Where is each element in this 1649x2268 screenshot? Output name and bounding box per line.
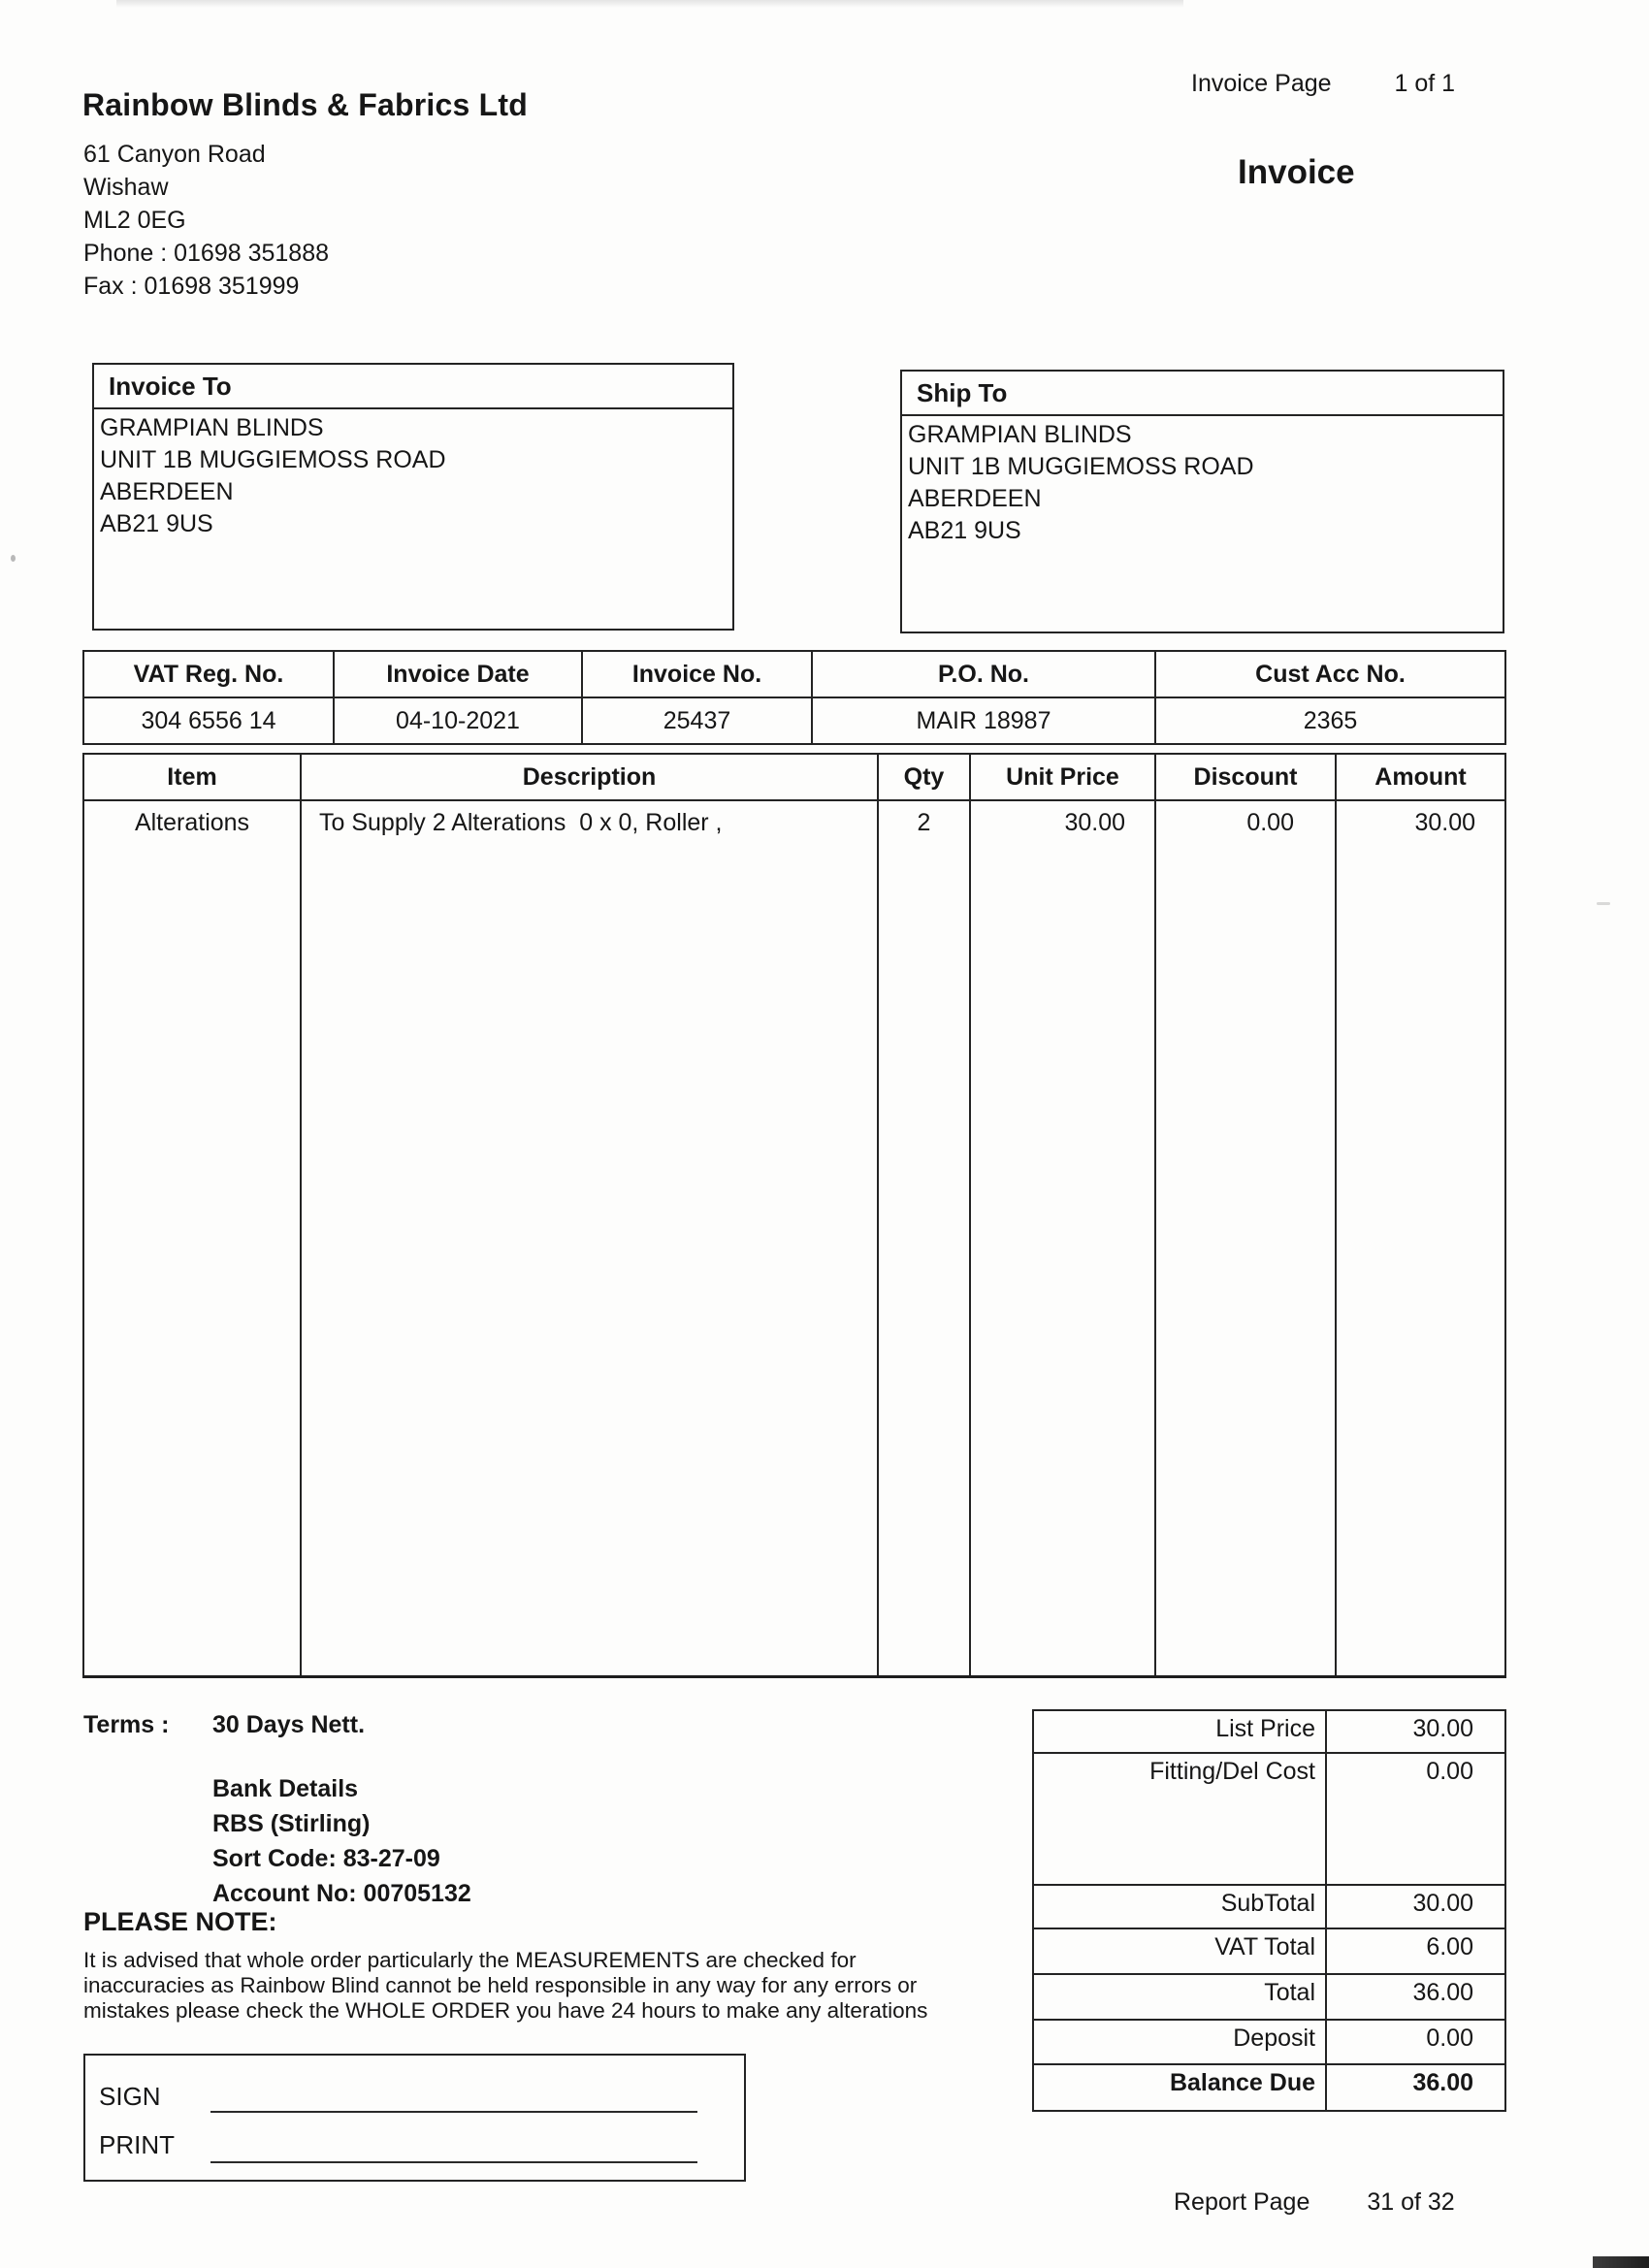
address-line: Wishaw	[83, 174, 169, 201]
ship-to-header: Ship To	[902, 372, 1503, 416]
invoice-to-box	[92, 363, 734, 631]
address-line: AB21 9US	[100, 510, 213, 537]
ship-to-box	[900, 370, 1504, 633]
print-line	[210, 2161, 697, 2163]
total-value-balance-due: 36.00	[1325, 2063, 1504, 2110]
scan-speck	[1597, 902, 1610, 905]
invoice-page-ref	[1191, 70, 1455, 98]
address-line: UNIT 1B MUGGIEMOSS ROAD	[908, 453, 1254, 480]
meta-value-cust-acc: 2365	[1303, 706, 1358, 734]
invoice-to-header: Invoice To	[94, 365, 732, 409]
address-line: 61 Canyon Road	[83, 141, 266, 168]
meta-header-date: Invoice Date	[335, 652, 583, 698]
terms-value: 30 Days Nett.	[212, 1711, 366, 1738]
note-line: mistakes please check the WHOLE ORDER you have 24 hours to make any alterations	[83, 1998, 928, 2023]
meta-value-date: 04-10-2021	[335, 698, 583, 743]
item-cell-qty: 2	[879, 801, 971, 1675]
total-value-deposit: 0.00	[1325, 2019, 1504, 2063]
note-title: PLEASE NOTE:	[83, 1907, 277, 1936]
total-label-total: Total	[1034, 1973, 1325, 2019]
address-line: ML2 0EG	[83, 207, 186, 234]
document-title: Invoice	[1238, 153, 1355, 191]
total-label-list-price: List Price	[1215, 1715, 1315, 1742]
company-name: Rainbow Blinds & Fabrics Ltd	[82, 87, 528, 122]
meta-header-po: P.O. No.	[813, 652, 1156, 698]
invoice-to-address	[94, 409, 732, 540]
meta-value-invoice-no: 25437	[583, 698, 813, 743]
note-body	[83, 1948, 927, 2024]
total-label-deposit: Deposit	[1034, 2019, 1325, 2063]
company-fax: Fax : 01698 351999	[83, 273, 300, 300]
items-header-unit-price: Unit Price	[971, 755, 1156, 801]
meta-value-po: MAIR 18987	[813, 698, 1156, 743]
address-line: GRAMPIAN BLINDS	[100, 414, 324, 441]
report-page-value: 31 of 32	[1367, 2188, 1455, 2216]
signature-box	[83, 2054, 746, 2182]
ship-to-address	[902, 416, 1503, 547]
scan-speck	[11, 555, 16, 562]
address-line: AB21 9US	[908, 517, 1021, 544]
totals-table	[1032, 1709, 1506, 2112]
invoice-page-value: 1 of 1	[1394, 70, 1456, 97]
item-cell-item: Alterations	[84, 801, 302, 1675]
total-value-total: 36.00	[1325, 1973, 1504, 2019]
items-header-item: Item	[84, 755, 302, 801]
meta-value-vat: 304 6556 14	[84, 698, 335, 743]
scan-edge-bar	[1593, 2256, 1649, 2268]
note-line: It is advised that whole order particularly the MEASUREMENTS are checked for	[83, 1948, 857, 1972]
invoice-page-label: Invoice Page	[1191, 70, 1332, 97]
address-line: GRAMPIAN BLINDS	[908, 421, 1132, 448]
sign-line	[210, 2111, 697, 2113]
address-line: ABERDEEN	[100, 478, 234, 505]
items-header-amount: Amount	[1337, 755, 1504, 801]
meta-header-invoice-no: Invoice No.	[583, 652, 813, 698]
total-value-subtotal: 30.00	[1325, 1884, 1504, 1928]
bank-details	[212, 1771, 471, 1911]
invoice-meta-table	[82, 650, 1506, 745]
bank-sort-code: Sort Code: 83-27-09	[212, 1845, 440, 1872]
items-header-description: Description	[302, 755, 879, 801]
item-cell-unit-price: 30.00	[971, 801, 1156, 1675]
bank-name: RBS (Stirling)	[212, 1810, 371, 1837]
items-header-qty: Qty	[879, 755, 971, 801]
address-line: ABERDEEN	[908, 485, 1042, 512]
print-label: PRINT	[99, 2130, 175, 2159]
company-phone: Phone : 01698 351888	[83, 240, 330, 267]
item-cell-amount: 30.00	[1414, 809, 1475, 836]
scan-smudge	[116, 0, 1183, 8]
total-value-fitting-del-cost: 0.00	[1325, 1752, 1504, 1884]
total-value-list-price: 30.00	[1325, 1711, 1504, 1752]
line-items-table	[82, 753, 1506, 1678]
bank-account-no: Account No: 00705132	[212, 1880, 471, 1907]
note-line: inaccuracies as Rainbow Blind cannot be held responsible in any way for any errors or	[83, 1973, 918, 1997]
total-label-fitting-del-cost: Fitting/Del Cost	[1034, 1752, 1325, 1884]
address-line: UNIT 1B MUGGIEMOSS ROAD	[100, 446, 446, 473]
item-cell-discount: 0.00	[1156, 801, 1337, 1675]
bank-details-title: Bank Details	[212, 1775, 359, 1802]
items-header-discount: Discount	[1156, 755, 1337, 801]
report-page-label: Report Page	[1174, 2188, 1310, 2216]
meta-header-vat: VAT Reg. No.	[84, 652, 335, 698]
total-label-subtotal: SubTotal	[1034, 1884, 1325, 1928]
total-label-vat-total: VAT Total	[1034, 1928, 1325, 1973]
report-page-ref	[1174, 2188, 1455, 2217]
total-value-vat-total: 6.00	[1325, 1928, 1504, 1973]
total-label-balance-due: Balance Due	[1034, 2063, 1325, 2110]
item-cell-description: To Supply 2 Alterations 0 x 0, Roller ,	[302, 801, 879, 1675]
company-address	[83, 138, 329, 303]
meta-header-cust-acc: Cust Acc No.	[1156, 652, 1504, 698]
sign-label: SIGN	[99, 2082, 161, 2111]
terms-label: Terms :	[83, 1711, 170, 1738]
